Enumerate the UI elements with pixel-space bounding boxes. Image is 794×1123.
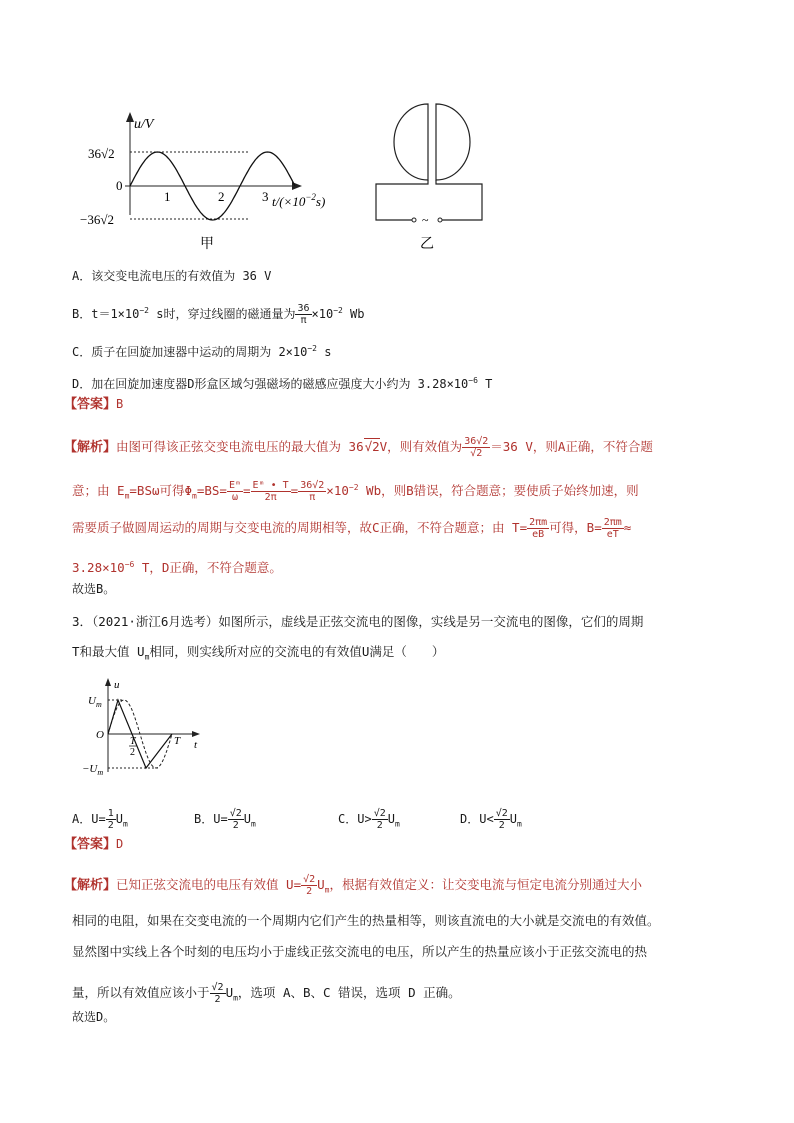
q2-ana-l4-exp: −6 [124, 560, 135, 569]
q2-ana-l3-frac2-num: 2πm [603, 517, 622, 528]
q3-period-label: T [174, 735, 181, 747]
q2-ana-l3-frac2-den: eT [606, 529, 619, 540]
q3-y-axis-arrow [105, 678, 111, 686]
q2-ana-l3-frac1-num: 2πm [529, 517, 548, 528]
q2-option-b-fraction [295, 303, 311, 326]
q2-ana-l2-b: =BSω可得Φ [129, 483, 193, 499]
x-tick-1: 1 [164, 189, 171, 204]
q3-ana-l1-a: 已知正弦交流电的电压有效值 U= [116, 877, 302, 892]
q2-analysis-line4 [72, 557, 282, 576]
q2-option-b-post-exp: −2 [333, 306, 343, 315]
cyclotron-diagram [368, 100, 488, 260]
q3-x-label: t [194, 739, 198, 751]
q2-ana-l3-frac1-den: eB [532, 529, 545, 540]
q3-opt-d-pre: D．U< [460, 812, 494, 826]
q2-ana-l2-frac1 [227, 480, 243, 503]
q2-option-d[interactable] [72, 373, 492, 392]
q3-waveform-chart [78, 674, 208, 779]
q3-y-max-sub: m [95, 700, 102, 709]
q3-origin: O [96, 729, 104, 741]
q3-option-d[interactable] [460, 808, 522, 832]
q2-ana-l2-sub1: m [124, 491, 130, 501]
x-axis-label-main: t/(×10 [272, 194, 306, 209]
q3-y-min-sub: m [97, 768, 104, 777]
q2-ana-l3: 需要质子做圆周运动的周期与交变电流的周期相等，故C正确，不符合题意；由 T= [72, 520, 528, 535]
y-axis-label: u/V [134, 117, 154, 132]
q3-option-c[interactable] [338, 808, 400, 832]
q3-opt-d-u: U [509, 812, 517, 826]
right-d-box [436, 104, 470, 180]
q3-opt-d-den: 2 [498, 820, 505, 831]
q2-ana-l2-c: =BS= [196, 483, 227, 499]
q3-answer-value: D [116, 837, 124, 851]
q3-analysis-line2: 相同的电阻，如果在交变电流的一个周期内它们产生的热量相等，则该直流电的大小就是交流电的有效值。 [72, 913, 660, 928]
q2-option-b-exp: −2 [139, 306, 149, 315]
q3-stem-line2 [72, 644, 444, 666]
q2-ana-l1-fraction [462, 436, 490, 459]
q2-ana-l2-frac2-den: 2π [264, 492, 277, 504]
left-d-box [394, 104, 428, 180]
q2-ana-l1-a: 由图可得该正弦交变电流电压的最大值为 36 [116, 439, 364, 454]
q2-ana-l3-b: 可得，B= [549, 520, 602, 535]
q3-opt-b-den: 2 [232, 820, 239, 831]
y-axis-arrow [126, 112, 134, 122]
q3-opt-c-num: √2 [373, 808, 386, 819]
q2-option-b[interactable] [72, 303, 365, 326]
q2-analysis-line3 [72, 517, 631, 540]
q3-stem-2-b: 相同，则实线所对应的交流电的有效值U满足（ ） [149, 644, 445, 659]
q3-stem-line1: 3．（2021·浙江6月选考）如图所示，虚线是正弦交流电的图像，实线是另一交流电的图像，它们的周期 [72, 614, 644, 629]
q3-y-min-u: −U [82, 763, 98, 775]
q2-ana-l2-frac3 [298, 480, 326, 503]
q3-stem-2-a: T和最大值 U [72, 644, 145, 659]
q3-y-max [88, 695, 102, 709]
q3-opt-a-fraction [106, 808, 116, 831]
q3-y-max-u: U [88, 695, 96, 707]
q3-y-min [82, 763, 103, 777]
q3-opt-d-num: √2 [495, 808, 508, 819]
q3-opt-a-pre: A．U= [72, 812, 106, 826]
q2-option-c-exp: −2 [307, 344, 317, 353]
q3-analysis-tag: 【解析】 [64, 878, 117, 893]
q2-option-c-pre: C．质子在回旋加速器中运动的周期为 2×10 [72, 345, 308, 359]
x-tick-2: 2 [218, 189, 225, 204]
q2-answer-tag: 【答案】 [64, 397, 117, 412]
q2-ana-l2-frac2-num: Eᵐ • T [252, 480, 289, 492]
q2-ana-l3-frac2 [602, 517, 624, 540]
q2-ana-l2-sub2: m [192, 491, 197, 501]
q3-ana-l1-sub: m [324, 885, 330, 895]
q3-opt-a-sub: m [122, 819, 128, 829]
q3-ana-l4-u: U [225, 985, 234, 1000]
q3-option-a[interactable] [72, 808, 128, 832]
q3-opt-c-sub: m [394, 819, 400, 829]
q2-option-d-end: T [477, 377, 493, 391]
q2-answer-value: B [116, 397, 124, 411]
q2-ana-l2-frac1-num: Eᵐ [228, 480, 242, 492]
q3-conclusion: 故选D。 [72, 1010, 116, 1024]
q2-analysis-tag: 【解析】 [64, 440, 117, 455]
q2-ana-l1-d: ＝36 V，则A正确，不符合题 [490, 439, 653, 454]
q2-ana-l1-sqrt: √2 [364, 439, 380, 454]
q2-ana-l2-frac1-den: ω [231, 492, 238, 504]
q3-ana-l1-num: √2 [303, 874, 316, 885]
q3-ana-l4-sub: m [233, 993, 238, 1003]
figure-caption-yi: 乙 [420, 237, 434, 252]
q2-option-b-post: ×10 [311, 307, 334, 321]
q3-opt-c-den: 2 [376, 820, 383, 831]
q2-ana-l2-e: Wb，则B错误，符合题意；要使质子始终加速，则 [358, 483, 639, 499]
q2-ana-l2-frac3-num: 36√2 [300, 480, 325, 492]
terminal-left [412, 218, 416, 222]
figure-caption-jia: 甲 [200, 237, 214, 252]
q2-ana-l2-frac3-den: π [309, 492, 316, 504]
sine-wave-chart [80, 100, 360, 260]
q2-option-c[interactable] [72, 341, 331, 360]
q3-ana-l4-a: 量，所以有效值应该小于 [72, 985, 210, 1000]
q2-option-a[interactable]: A．该交变电流电压的有效值为 36 V [72, 269, 272, 283]
q3-opt-b-fraction [228, 808, 244, 831]
q2-ana-l2-a: 意；由 E [72, 483, 125, 499]
x-axis-label-end: s) [315, 194, 326, 209]
q2-analysis-line1 [64, 436, 653, 459]
q2-ana-l4-a: 3.28×10 [72, 560, 125, 576]
q3-answer-tag: 【答案】 [64, 837, 117, 852]
q3-ana-l4-b: ，选项 A、B、C 错误，选项 D 正确。 [237, 985, 461, 1000]
q3-opt-b-num: √2 [229, 808, 242, 819]
q3-opt-b-pre: B．U= [194, 812, 228, 826]
q3-opt-d-sub: m [516, 819, 522, 829]
q2-option-b-frac-num: 36 [297, 303, 310, 314]
q2-ana-l1-c: V，则有效值为 [379, 439, 463, 454]
q3-opt-a-den: 2 [107, 820, 114, 831]
q2-ana-l1-frac-den: √2 [470, 448, 483, 459]
q2-option-b-pre: B．t＝1×10 [72, 307, 140, 321]
y-max-label: 36√2 [88, 146, 115, 161]
y-zero-label: 0 [116, 178, 123, 193]
q3-stem-2-sub: m [144, 652, 150, 662]
q3-opt-c-fraction [372, 808, 388, 831]
q3-opt-a-num: 1 [107, 808, 114, 819]
q3-analysis-line1 [64, 874, 642, 899]
q3-half-period-num: T [130, 736, 136, 747]
figure-jia [80, 100, 360, 260]
right-wire [436, 180, 482, 220]
x-axis-label [272, 192, 325, 209]
q3-x-axis-arrow [192, 731, 200, 737]
q2-ana-l2-d: ×10 [326, 483, 349, 499]
q2-option-b-end: Wb [342, 307, 365, 321]
q3-opt-a-u: U [115, 812, 123, 826]
q2-option-c-end: s [317, 345, 332, 359]
q2-ana-l1-frac-num: 36√2 [464, 436, 489, 447]
q3-half-period-den: 2 [130, 747, 135, 758]
left-wire [376, 180, 428, 220]
q3-ana-l4-num: √2 [211, 982, 224, 993]
y-min-label: −36√2 [80, 212, 114, 227]
q3-ana-l1-u: U [317, 877, 325, 892]
q3-ana-l4-fraction [210, 982, 226, 1005]
x-axis-label-exp: −2 [305, 192, 316, 202]
q2-analysis-line2: 意；由 $E_m=BS\omega$可得$\Phi_m=BS=$ $\frac{\text{Eᵐ}}{\omega}$ = $\frac{\text{Eᵐ • T}}{2\pi}$ = $\frac{36√2}{\pi}$ $\times 10^{-2}$ Wb，则B错误，符合题意；要使质子始终加速，则 [72, 480, 639, 504]
q2-ana-l2-frac2 [251, 480, 291, 503]
q3-y-label: u [114, 679, 120, 691]
q3-opt-d-fraction [494, 808, 510, 831]
q3-opt-c-pre: C．U> [338, 812, 372, 826]
q2-option-b-frac-den: π [300, 315, 307, 326]
q3-option-b[interactable] [194, 808, 256, 832]
q2-ana-l3-frac1 [527, 517, 549, 540]
q2-conclusion: 故选B。 [72, 582, 116, 596]
x-tick-3: 3 [262, 189, 269, 204]
q3-ana-l1-fraction [301, 874, 317, 897]
q3-opt-b-sub: m [250, 819, 256, 829]
q2-ana-l2-exp: −2 [348, 483, 359, 492]
q3-opt-c-u: U [387, 812, 395, 826]
q3-ana-l1-b: ，根据有效值定义：让交变电流与恒定电流分别通过大小 [329, 877, 643, 892]
q2-option-d-exp: −6 [468, 376, 478, 385]
q3-ana-l4-den: 2 [214, 994, 221, 1005]
q3-figure [78, 674, 208, 779]
q3-opt-b-u: U [243, 812, 251, 826]
ac-source-symbol: ~ [422, 213, 429, 227]
q2-option-b-mid: s时，穿过线圈的磁通量为 [149, 307, 296, 321]
q3-ana-l1-den: 2 [306, 886, 313, 897]
q3-analysis-line3: 显然图中实线上各个时刻的电压均小于虚线正弦交流电的电压，所以产生的热量应该小于正弦交流电的热 [72, 944, 648, 959]
q2-answer [64, 396, 123, 413]
terminal-right [438, 218, 442, 222]
q2-ana-l4-b: T，D正确，不符合题意。 [134, 560, 282, 576]
figure-yi [368, 100, 488, 260]
q3-analysis-line4 [72, 982, 461, 1007]
q3-answer [64, 836, 123, 853]
q2-ana-l3-c: ≈ [623, 520, 632, 535]
q2-option-d-pre: D．加在回旋加速度器D形盒区域匀强磁场的磁感应强度大小约为 3.28×10 [72, 377, 469, 391]
